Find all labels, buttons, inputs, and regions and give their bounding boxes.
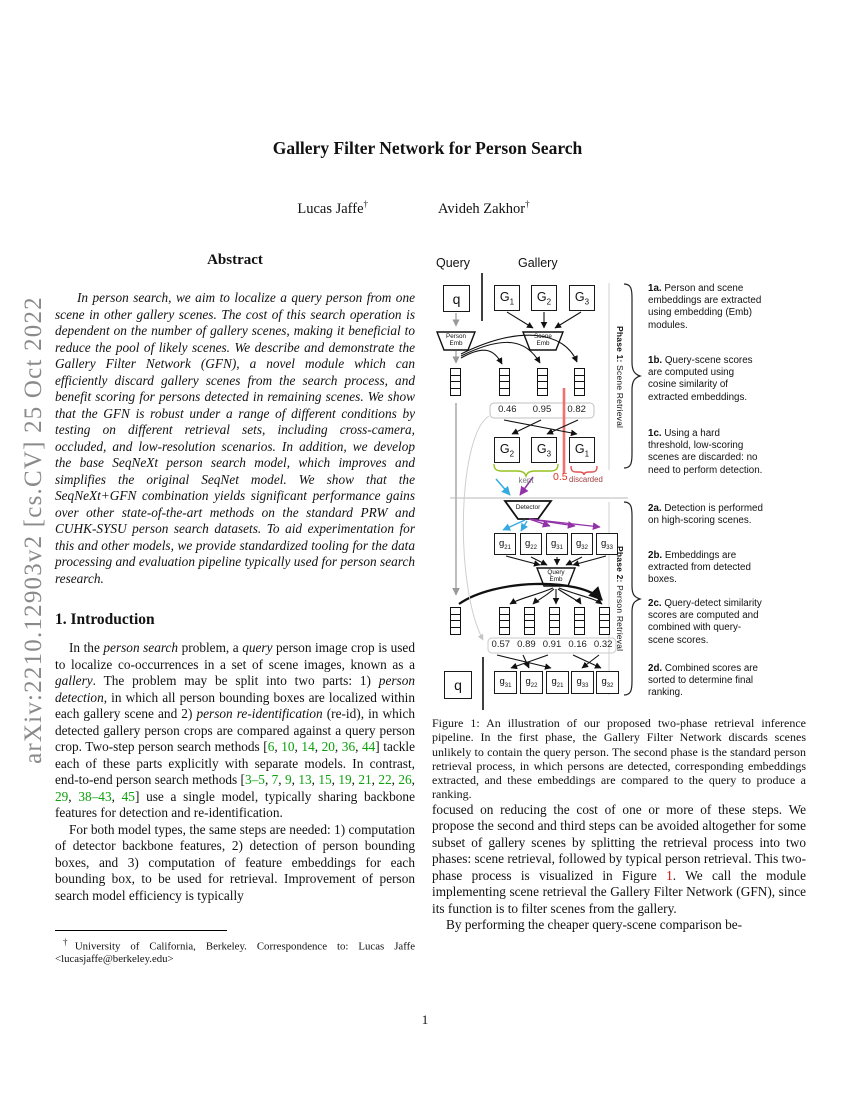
kept-label: kept (518, 476, 534, 485)
embedding-vector (524, 607, 535, 635)
annotation-2a: 2a. Detection is performed on high-scoring scenes. (648, 503, 763, 527)
ranked-person-box: $g_{31}$ (494, 671, 517, 694)
introduction-heading: 1. Introduction (55, 611, 155, 628)
footnote (55, 930, 415, 966)
scene-emb-label: Scene Emb (534, 333, 552, 347)
score-combination-curve (463, 416, 489, 640)
abstract-text: In person search, we aim to localize a query person from one scene in other gallery scenes. The cost of this search operation is dependent on the number of gallery scenes, making it beneficial to reduce the pool of likely scenes. We describe and demonstrate the Gallery Filter Network (GFN), a novel module which can efficiently discard gallery scenes from the search process, and benefit scoring for persons detected in remaining scenes. We show that the GFN is robust under a range of different conditions by testing on different retrieval sets, including cross-camera, occluded, and low-resolution scenarios. In addition, we develop the base SeqNeXt person search model, which improves and simplifies the original SeqNet model. We show that the SeqNeXt+GFN combination yields significant performance gains over other state-of-the-art methods on the standard PRW and CUHK-SYSU person search datasets. To aid experimentation for this and other models, we provide standardized tooling for the data processing and evaluation pipeline typically used for person search research. (55, 290, 415, 586)
sorted-scene-box: $G_3$ (531, 437, 557, 463)
final-query-box: q (444, 671, 472, 699)
embedding-vector (450, 607, 461, 635)
author-1: Lucas Jaffe† (297, 199, 369, 217)
arxiv-stamp: arXiv:2210.12903v2 [cs.CV] 25 Oct 2022 (20, 296, 47, 764)
scene-score-values: 0.46 0.95 0.82 (498, 404, 586, 415)
annotation-1c: 1c. Using a hard threshold, low-scoring scenes are discarded: no need to perform detection. (648, 428, 763, 476)
detected-person-box: $g_{22}$ (520, 533, 542, 555)
author-2-affiliation-mark: † (525, 199, 530, 209)
phase1-brace (624, 284, 640, 468)
embedding-vector (537, 368, 548, 396)
right-paragraph-2: By performing the cheaper query-scene comparison be- (446, 917, 743, 933)
right-column (432, 255, 806, 934)
phase1-label: Phase 1: Scene Retrieval (615, 326, 625, 429)
final-sort-arrows (497, 655, 601, 668)
right-paragraph-1: focused on reducing the cost of one or more of these steps. We propose the second and third steps can be avoided altogether for some subset of gallery scenes by splitting the retrieval process into two phases: scene retrieval, followed by typical person retrieval. This two-phase process is visualized in Figure 1. We call the module implementing scene retrieval the Gallery Filter Network (GFN), since its function is to filter scenes from the gallery. (432, 801, 806, 916)
phase2-label: Phase 2: Person Retrieval (615, 545, 625, 652)
figure-1-diagram (432, 255, 806, 710)
left-column (55, 252, 415, 966)
embedding-vector (450, 368, 461, 396)
detect-score-values: 0.57 0.89 0.91 0.16 0.32 (491, 639, 613, 650)
embedding-vector (574, 368, 585, 396)
abstract-heading: Abstract (207, 252, 263, 268)
gallery-scene-box: $G_2$ (531, 285, 557, 311)
kept-brace (494, 464, 558, 476)
page-number: 1 (421, 1012, 429, 1027)
query-crop-box: q (443, 285, 470, 312)
embedding-vector (574, 607, 585, 635)
gallery-scene-box: $G_3$ (569, 285, 595, 311)
scene-emb-input-arrows (507, 312, 581, 328)
annotation-2d: 2d. Combined scores are sorted to determine final ranking. (648, 663, 758, 699)
query-emb-label: Query Emb (547, 569, 565, 583)
detector-label: Detector (515, 504, 541, 511)
author-row (41, 199, 786, 218)
detected-person-box: $g_{21}$ (494, 533, 516, 555)
sorted-scene-box: $G_2$ (494, 437, 520, 463)
embedding-vector (499, 607, 510, 635)
intro-paragraph-1: In the person search problem, a query person image crop is used to localize co-occurrences in a set of scene images, known as a gallery. The problem may be split into two parts: 1) person detection, in which all person bounding boxes are localized within each gallery scene and 2) person re-identification (re-id), in which detected gallery person crops are compared against a query person crop. Two-step person search methods [6, 10, 14, 20, 36, 44] tackle each of these parts explicitly with separate models. In contrast, end-to-end person search methods [3–5, 7, 9, 13, 15, 19, 21, 22, 26, 29, 38–43, 45] use a single model, typically sharing backbone features for detection and re-identification. (55, 640, 416, 820)
footnote-text: †University of California, Berkeley. Correspondence to: Lucas Jaffe <lucasjaffe@berkeley.edu> (55, 937, 415, 966)
query-emb-input-arrows (506, 556, 606, 565)
detected-person-box: $g_{33}$ (596, 533, 618, 555)
footnote-rule (55, 930, 227, 931)
annotation-2b: 2b. Embeddings are extracted from detected boxes. (648, 550, 751, 586)
annotation-1b: 1b. Query-scene scores are computed using cosine similarity of extracted embeddings. (648, 355, 753, 403)
ranked-person-box: $g_{32}$ (596, 671, 619, 694)
author-1-affiliation-mark: † (363, 199, 369, 209)
annotation-2c: 2c. Query-detect similarity scores are computed and combined with query-scene scores. (648, 598, 762, 646)
threshold-value: 0.5 (553, 471, 568, 483)
ranked-person-box: $g_{33}$ (571, 671, 594, 694)
person-emb-label: Person Emb (446, 333, 466, 347)
query-column-label: Query (436, 256, 471, 270)
discarded-brace (571, 466, 597, 475)
discarded-label: discarded (569, 475, 603, 484)
intro-paragraph-2: For both model types, the same steps are needed: 1) computation of detector backbone features, 2) detection of person bounding boxes, and 3) computation of feature embeddings for each bounding box, to be used for retrieval. Improvement of person search model efficiency is typically (55, 821, 415, 903)
detected-person-box: $g_{31}$ (546, 533, 568, 555)
ranked-person-box: $g_{21}$ (546, 671, 569, 694)
embedding-vector (549, 607, 560, 635)
paper-title: Gallery Filter Network for Person Search (272, 138, 583, 158)
scene-sort-arrows (504, 420, 578, 434)
sorted-scene-box: $G_1$ (569, 437, 595, 463)
ranked-person-box: $g_{22}$ (520, 671, 543, 694)
detected-person-box: $g_{32}$ (571, 533, 593, 555)
embedding-vector (599, 607, 610, 635)
query-compare-arc (459, 584, 602, 604)
detector-output-arrows (503, 519, 600, 531)
embedding-vector (499, 368, 510, 396)
phase2-brace (624, 502, 640, 695)
gallery-scene-box: $G_1$ (494, 285, 520, 311)
gallery-column-label: Gallery (518, 256, 558, 270)
annotation-1a: 1a. Person and scene embeddings are extracted using embedding (Emb) modules. (648, 283, 762, 331)
figure-1-caption: Figure 1: An illustration of our proposed two-phase retrieval inference pipeline. In the first phase, the Gallery Filter Network discards scenes unlikely to contain the query person. The second phase is the standard person retrieval process, in which persons are detected, corresponding embeddings extracted, and these embeddings are compared to the query to produce a ranking. (432, 716, 806, 802)
author-2: Avideh Zakhor† (438, 199, 530, 217)
